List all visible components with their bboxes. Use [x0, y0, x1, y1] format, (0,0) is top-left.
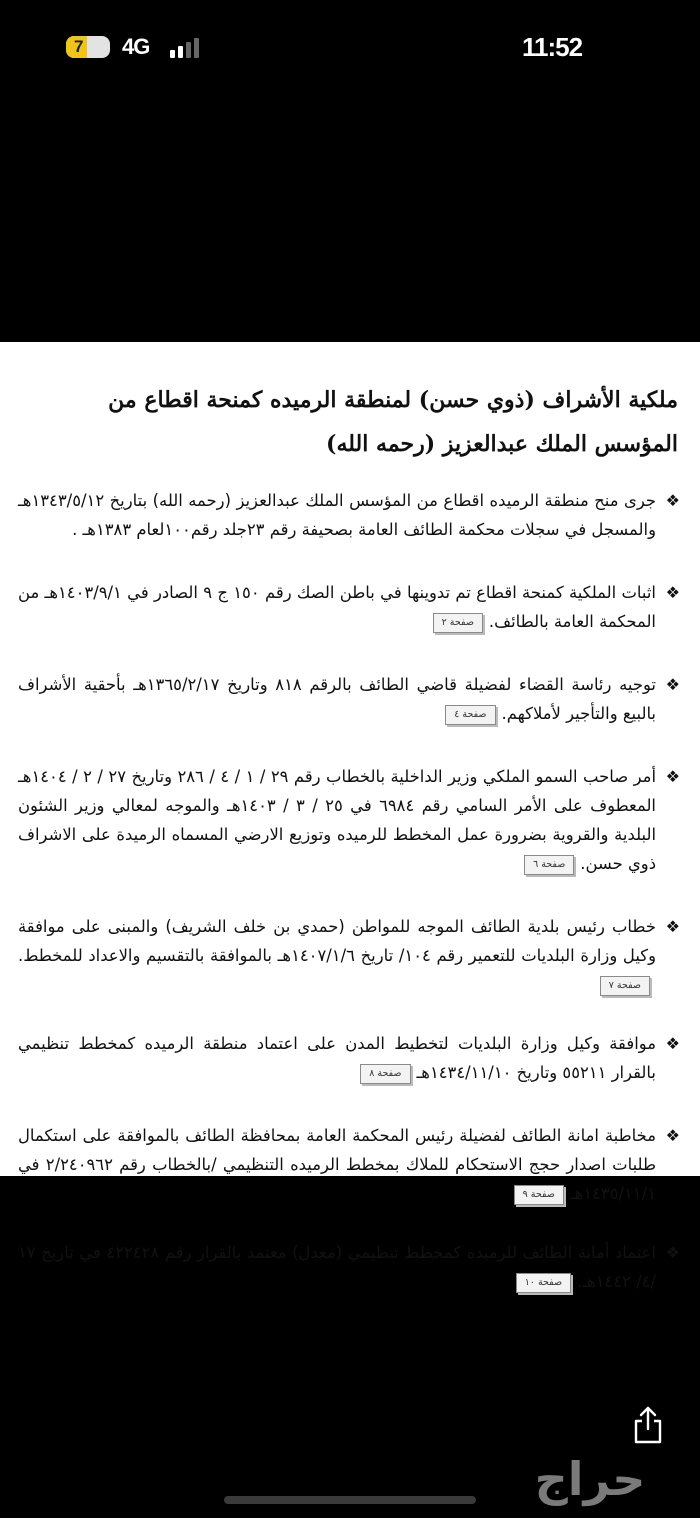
battery-level: 7: [74, 37, 84, 56]
page-reference-tag: صفحة ٤: [445, 705, 495, 725]
list-item: [18, 670, 680, 728]
list-item: [18, 578, 680, 636]
diamond-bullet-icon: ❖: [665, 1243, 680, 1262]
page-reference-tag: صفحة ٧: [600, 976, 650, 996]
diamond-bullet-icon: ❖: [665, 583, 680, 602]
page-reference-tag: صفحة ٦: [524, 855, 574, 875]
item-text: مخاطبة امانة الطائف لفضيلة رئيس المحكمة العامة بمحافظة الطائف بالموافقة على استكمال طلبات اصدار حجج الاستحكام للملاك بمخطط الرميده التنظيمي /بالخطاب رقم ٢/٢٤٠٩٦٢ في ١٤٣٥/١١/١هـ: [18, 1126, 656, 1203]
haraj-logo: حراج: [534, 1452, 646, 1506]
document-image: [0, 342, 700, 1291]
list-item: [18, 1029, 680, 1087]
list-item: [18, 486, 680, 544]
list-item: [18, 912, 680, 999]
diamond-bullet-icon: ❖: [665, 767, 680, 786]
page-reference-tag: صفحة ٩: [514, 1185, 564, 1205]
diamond-bullet-icon: ❖: [665, 1126, 680, 1145]
diamond-bullet-icon: ❖: [665, 1034, 680, 1053]
page-reference-tag: صفحة ٢: [433, 613, 483, 633]
list-item: [18, 1121, 680, 1208]
diamond-bullet-icon: ❖: [665, 491, 680, 510]
item-text: جرى منح منطقة الرميده اقطاع من المؤسس الملك عبدالعزيز (رحمه الله) بتاريخ ١٣٤٣/٥/١٢هـ والمسجل في سجلات محكمة الطائف العامة بصحيفة رقم ٢٣جلد رقم١٠٠لعام ١٣٨٣هـ .: [18, 491, 656, 539]
status-bar: [0, 0, 700, 100]
item-text: موافقة وكيل وزارة البلديات لتخطيط المدن على اعتماد منطقة الرميده كمخطط تنظيمي بالقرار ٥٥٢١١ وتاريخ ١٤٣٤/١١/١٠هـ: [18, 1034, 656, 1082]
network-type: 4G: [122, 34, 150, 59]
list-item: [18, 762, 680, 878]
diamond-bullet-icon: ❖: [665, 675, 680, 694]
share-icon[interactable]: [632, 1405, 664, 1445]
signal-bars-icon: [170, 38, 199, 58]
item-text: توجيه رئاسة القضاء لفضيلة قاضي الطائف بالرقم ٨١٨ وتاريخ ١٣٦٥/٢/١٧هـ بأحقية الأشراف بالبيع والتأجير لأملاكهم.: [18, 675, 656, 723]
item-text: خطاب رئيس بلدية الطائف الموجه للمواطن (حمدي بن خلف الشريف) والمبنى على موافقة وكيل وزارة البلديات للتعمير رقم ١٠٤/ تاريخ ١٤٠٧/١/٦هـ بالموافقة بالتقسيم والاعداد للمخطط.: [18, 917, 656, 965]
page-reference-tag: صفحة ٨: [360, 1064, 410, 1084]
document-items: [18, 486, 680, 1296]
diamond-bullet-icon: ❖: [665, 917, 680, 936]
item-text: أمر صاحب السمو الملكي وزير الداخلية بالخطاب رقم ٢٩ / ١ / ٤ / ٢٨٦ وتاريخ ٢٧ / ٢ / ١٤٠٤هـ المعطوف على الأمر السامي رقم ٦٩٨٤ في ٢٥ / ٣ / ١٤٠٣هـ والموجه لمعالي وزير الشئون البلدية والقروية بضرورة عمل المخطط للرميده وتوزيع الارضي المسماه الرميدة على الاشراف ذوي حسن.: [18, 767, 657, 873]
item-text: اعتماد أمانة الطائف للرميده كمخطط تنظيمي (معدل) معتمد بالقرار رقم ٤٢٢٤٢٨ في تاريخ ١٧ /٤/ ١٤٤٢هـ.: [18, 1243, 656, 1291]
status-time: 11:52: [522, 32, 583, 62]
document-title: ملكية الأشراف (ذوي حسن) لمنطقة الرميده كمنحة اقطاع من المؤسس الملك عبدالعزيز (رحمه الله): [108, 387, 678, 457]
home-indicator[interactable]: [224, 1496, 476, 1504]
list-item: [18, 1238, 680, 1296]
page-reference-tag: صفحة ١٠: [516, 1273, 571, 1293]
battery-indicator: [66, 36, 110, 58]
item-text: اثبات الملكية كمنحة اقطاع تم تدوينها في باطن الصك رقم ١٥٠ ج ٩ الصادر في ١٤٠٣/٩/١هـ من المحكمة العامة بالطائف.: [18, 583, 656, 631]
